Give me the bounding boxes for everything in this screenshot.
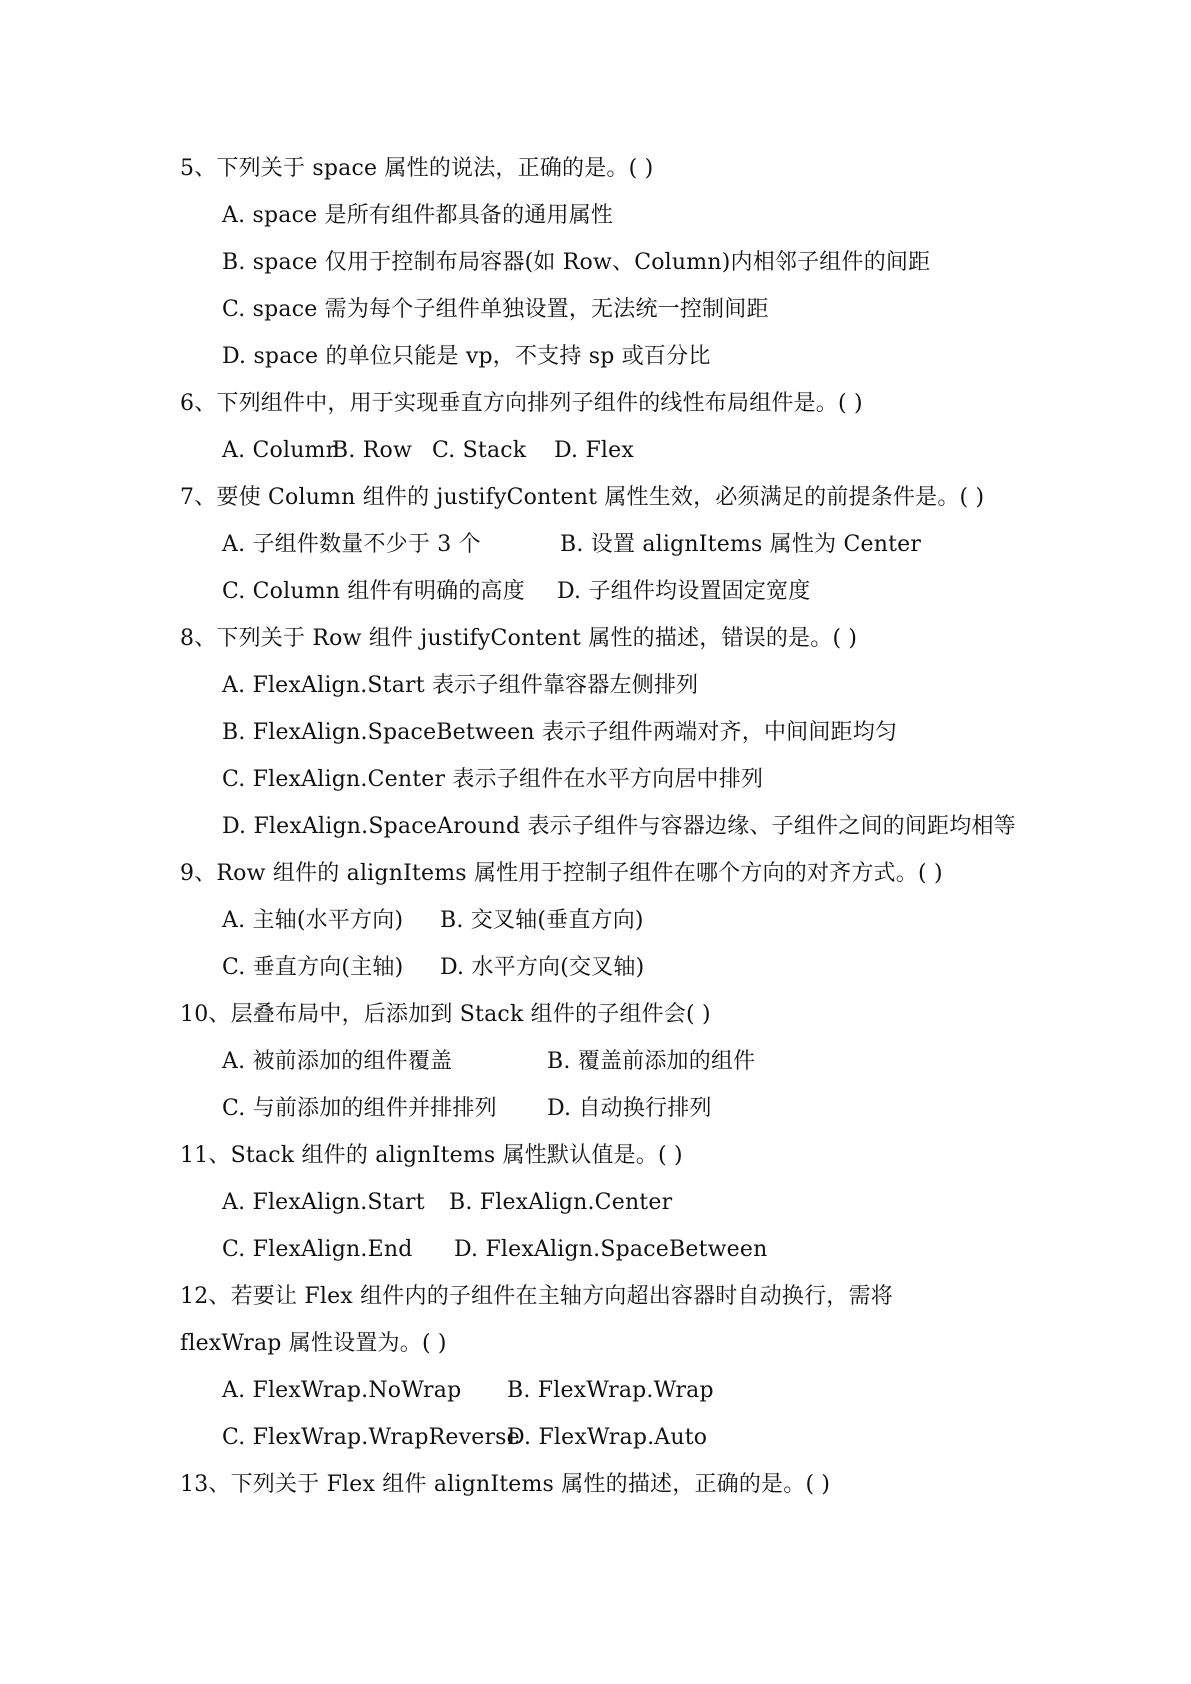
question-7-options-row-2 bbox=[222, 577, 1022, 607]
question-11-option-c: C. FlexAlign.End bbox=[222, 1237, 413, 1262]
question-7-option-b: B. 设置 alignItems 属性为 Center bbox=[560, 532, 922, 557]
question-13-stem: 13、下列关于 Flex 组件 alignItems 属性的描述，正确的是。( ) bbox=[180, 1472, 831, 1497]
question-12-stem-line-2: flexWrap 属性设置为。( ) bbox=[180, 1331, 447, 1356]
question-7-option-c: C. Column 组件有明确的高度 bbox=[222, 579, 525, 604]
question-10-option-a: A. 被前添加的组件覆盖 bbox=[222, 1049, 453, 1074]
question-12-options-row-1 bbox=[222, 1376, 1022, 1406]
question-8-option-d: D. FlexAlign.SpaceAround 表示子组件与容器边缘、子组件之间的间距均相等 bbox=[222, 814, 1016, 839]
question-5-stem: 5、下列关于 space 属性的说法，正确的是。( ) bbox=[180, 156, 654, 181]
question-10-option-d: D. 自动换行排列 bbox=[547, 1096, 712, 1121]
question-7-stem: 7、要使 Column 组件的 justifyContent 属性生效，必须满足的前提条件是。( ) bbox=[180, 485, 985, 510]
question-10-options-row-1 bbox=[222, 1047, 1022, 1077]
question-6-option-b: B. Row bbox=[332, 438, 412, 463]
question-11-options-row-1 bbox=[222, 1188, 1022, 1218]
question-9-options-row-2 bbox=[222, 953, 1022, 983]
question-12-option-c: C. FlexWrap.WrapReverse bbox=[222, 1425, 520, 1450]
question-6-stem: 6、下列组件中，用于实现垂直方向排列子组件的线性布局组件是。( ) bbox=[180, 391, 863, 416]
question-12-option-d: D. FlexWrap.Auto bbox=[507, 1425, 708, 1450]
question-5-option-b: B. space 仅用于控制布局容器(如 Row、Column)内相邻子组件的间距 bbox=[222, 250, 931, 275]
question-12-option-b: B. FlexWrap.Wrap bbox=[507, 1378, 714, 1403]
question-8-stem: 8、下列关于 Row 组件 justifyContent 属性的描述，错误的是。( ) bbox=[180, 626, 858, 651]
question-9-options-row-1 bbox=[222, 906, 1022, 936]
question-12-options-row-2 bbox=[222, 1423, 1022, 1453]
question-10-options-row-2 bbox=[222, 1094, 1022, 1124]
question-6-option-d: D. Flex bbox=[554, 438, 634, 463]
question-7-option-d: D. 子组件均设置固定宽度 bbox=[557, 579, 811, 604]
question-10-option-c: C. 与前添加的组件并排排列 bbox=[222, 1096, 497, 1121]
question-6-option-c: C. Stack bbox=[432, 438, 527, 463]
question-8-option-c: C. FlexAlign.Center 表示子组件在水平方向居中排列 bbox=[222, 767, 764, 792]
question-5-option-a: A. space 是所有组件都具备的通用属性 bbox=[222, 203, 614, 228]
question-5-option-c: C. space 需为每个子组件单独设置，无法统一控制间距 bbox=[222, 297, 769, 322]
question-10-stem: 10、层叠布局中，后添加到 Stack 组件的子组件会( ) bbox=[180, 1002, 711, 1027]
question-11-option-d: D. FlexAlign.SpaceBetween bbox=[454, 1237, 768, 1262]
question-8-option-a: A. FlexAlign.Start 表示子组件靠容器左侧排列 bbox=[222, 673, 699, 698]
question-9-option-d: D. 水平方向(交叉轴) bbox=[440, 955, 645, 980]
question-9-option-c: C. 垂直方向(主轴) bbox=[222, 955, 404, 980]
question-12-stem-line-1: 12、若要让 Flex 组件内的子组件在主轴方向超出容器时自动换行，需将 bbox=[180, 1284, 893, 1309]
question-5-option-d: D. space 的单位只能是 vp，不支持 sp 或百分比 bbox=[222, 344, 711, 369]
question-7-option-a: A. 子组件数量不少于 3 个 bbox=[222, 532, 481, 557]
question-11-option-a: A. FlexAlign.Start bbox=[222, 1190, 425, 1215]
question-9-option-a: A. 主轴(水平方向) bbox=[222, 908, 404, 933]
question-6-options bbox=[222, 436, 1022, 466]
question-9-option-b: B. 交叉轴(垂直方向) bbox=[440, 908, 644, 933]
question-6-option-a: A. Column bbox=[222, 438, 340, 463]
question-7-options-row-1 bbox=[222, 530, 1022, 560]
question-11-options-row-2 bbox=[222, 1235, 1022, 1265]
question-12-option-a: A. FlexWrap.NoWrap bbox=[222, 1378, 462, 1403]
question-11-stem: 11、Stack 组件的 alignItems 属性默认值是。( ) bbox=[180, 1143, 683, 1168]
question-9-stem: 9、Row 组件的 alignItems 属性用于控制子组件在哪个方向的对齐方式。( ) bbox=[180, 861, 943, 886]
question-8-option-b: B. FlexAlign.SpaceBetween 表示子组件两端对齐，中间间距均匀 bbox=[222, 720, 898, 745]
question-11-option-b: B. FlexAlign.Center bbox=[449, 1190, 673, 1215]
question-10-option-b: B. 覆盖前添加的组件 bbox=[547, 1049, 756, 1074]
